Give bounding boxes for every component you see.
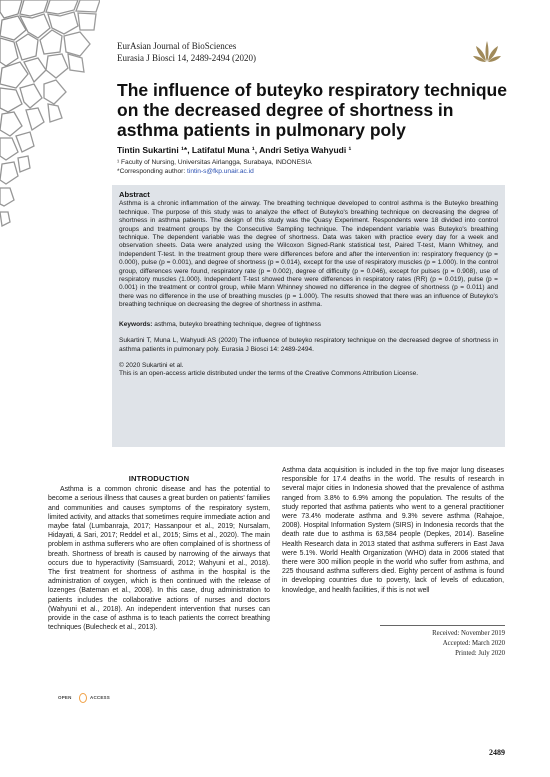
keywords-text: asthma, buteyko breathing technique, degree of tightness: [152, 320, 321, 328]
journal-name: EurAsian Journal of BioSciences: [117, 41, 237, 51]
open-access-badge: [58, 693, 113, 705]
copyright-notice: © 2020 Sukartini et al.: [119, 361, 184, 369]
journal-citation: Eurasia J Biosci 14, 2489-2494 (2020): [117, 53, 256, 63]
article-dates: [380, 629, 505, 659]
open-access-label-access: ACCESS: [90, 695, 110, 700]
corresponding-label: *Corresponding author:: [117, 168, 188, 175]
corresponding-author: [117, 167, 312, 176]
citation-note: Sukartini T, Muna L, Wahyudi AS (2020) The influence of buteyko respiratory technique on the decreased degree of shortness in asthma patients in pulmonary poly. Eurasia J Biosci 14: 2489-2494.: [119, 337, 498, 353]
abstract-box: [112, 185, 505, 447]
body-column-right: [282, 466, 504, 595]
abstract-heading: Abstract: [119, 190, 150, 199]
cell-pattern-decoration: [0, 0, 100, 320]
printed-date: Printed: July 2020: [455, 650, 505, 657]
journal-header: [117, 40, 256, 64]
open-access-label-open: OPEN: [58, 695, 72, 700]
leaf-logo-icon: [473, 38, 501, 64]
corresponding-email-link[interactable]: tintin-s@fkp.unair.ac.id: [187, 168, 254, 175]
keywords-label: Keywords:: [119, 320, 153, 328]
license-notice: This is an open-access article distributed under the terms of the Creative Commons Attribution License.: [119, 370, 419, 378]
introduction-heading: INTRODUCTION: [128, 474, 190, 483]
body-paragraph-right: Asthma data acquisition is included in the top five major lung diseases responsible for 17.4 deaths in the world. The results of research in several major cities in Indonesia showed that the prevalence of asthma ranged from 3.8% to 6.9% among the population. The results of the study reported that asthma patients who went to a general practitioner were 73.4% moderate asthma and 9.3% severe asthma (Rahajoe, 2008). Hospital Information System (SIRS) in Indonesia records that the death rate due to asthma is 63,584 people (Depkes, 2014). Baseline Health Research data in 2013 stated that asthma sufferers in East Java were 5.1%. World Health Organization (WHO) data in 2006 stated that there were 300 million people in the world who suffer from asthma, and 225 thousand asthma sufferers died. Eighty percent of asthma is found in developing countries due to poverty, lack of levels of education, knowledge, and health facilities, if this is not well: [282, 467, 504, 594]
dates-divider: [380, 625, 505, 626]
affiliation-block: [117, 158, 312, 176]
open-access-lock-icon: [79, 693, 87, 703]
affiliation: ¹ Faculty of Nursing, Universitas Airlangga, Surabaya, INDONESIA: [117, 159, 312, 166]
body-column-left: [48, 466, 270, 632]
keywords: [119, 321, 498, 329]
article-title: The influence of buteyko respiratory technique on the decreased degree of shortness in asthma patients in pulmonary poly: [117, 80, 507, 140]
author-list: Tintin Sukartini ¹*, Latifatul Muna ¹, Andri Setiya Wahyudi ¹: [117, 145, 352, 155]
accepted-date: Accepted: March 2020: [442, 640, 505, 647]
introduction-paragraph: Asthma is a common chronic disease and has the potential to become a serious illness that causes a great burden on patients' families and communities and causes symptoms of the respiratory system, limited activity, and attacks that sometimes require immediate action and maybe fatal (Lumbanraja, 2017; Hassanpour et al., 2019; Nursalam, Hidayati, & Sari, 2017; Reddel et al., 2015; Sims et al., 2020). The main problem in asthma sufferers who are often complained of is shortness of breath. Shortness of breath is caused by narrowing of the airways that occurs due to hyperactivity (Samsuardi, 2012; Wahyuni et al., 2018). The first treatment for shortness of asthma in the hospital is the administration of oxygen, which is then continued with the release of lozenges (Bateman et al., 2008). In this case, drug administration to patients includes the collaborative actions of nurses and doctors (Wahyuni et al., 2018). An independent intervention that nurses can provide in the case of asthma is to teach patients the correct breathing techniques (Bulecheck et al., 2013).: [48, 486, 270, 632]
received-date: Received: November 2019: [432, 630, 505, 637]
page-number: 2489: [489, 748, 505, 757]
abstract-text: Asthma is a chronic inflammation of the airway. The breathing technique developed to control asthma is the Buteyko breathing technique. The purpose of this study was to analyze the effect of Buteyko's breathing technique on decreasing the degree of shortness in asthma patients. The design of this study was the Quasy Experiment. Respondents were 18 divided into control groups and treatment groups by the Consecutive Sampling technique. The independent variable was Buteyko's breathing technique. The dependent variable was the degree of shortness. Data was taken with practice every day for a week and observation sheets. Data were analyzed using the Wilcoxon Signed-Rank statistical test, Paired T-test, Mann Whitney, and Independent T-test. In the treatment group there were differences before and after the intervention in: respiratory frequency (p = 0.000), pulse (p = 0.001), and degree of shortness (p = 0.014), except for the use of respiratory muscles (p = 1.000). In the control group, differences were found, respiratory rate (p = 0.002), degree of difficulty (p = 0.046), except for pulses (p = 0.908), use of respiratory muscles (1.000). Independent T-test showed there were differences in respiratory rates (RR) (p = 0.019), pulse (p = 0.001) in the treatment or control group, while Mann Whinney showed no difference in the degree of shortness (p = 0.011) and there was no difference in the use of breathing muscles (p = 1.000). The results showed that there was an influence of Buteyko's breathing technique on decreasing the degree of shortness in asthma.: [119, 200, 498, 309]
